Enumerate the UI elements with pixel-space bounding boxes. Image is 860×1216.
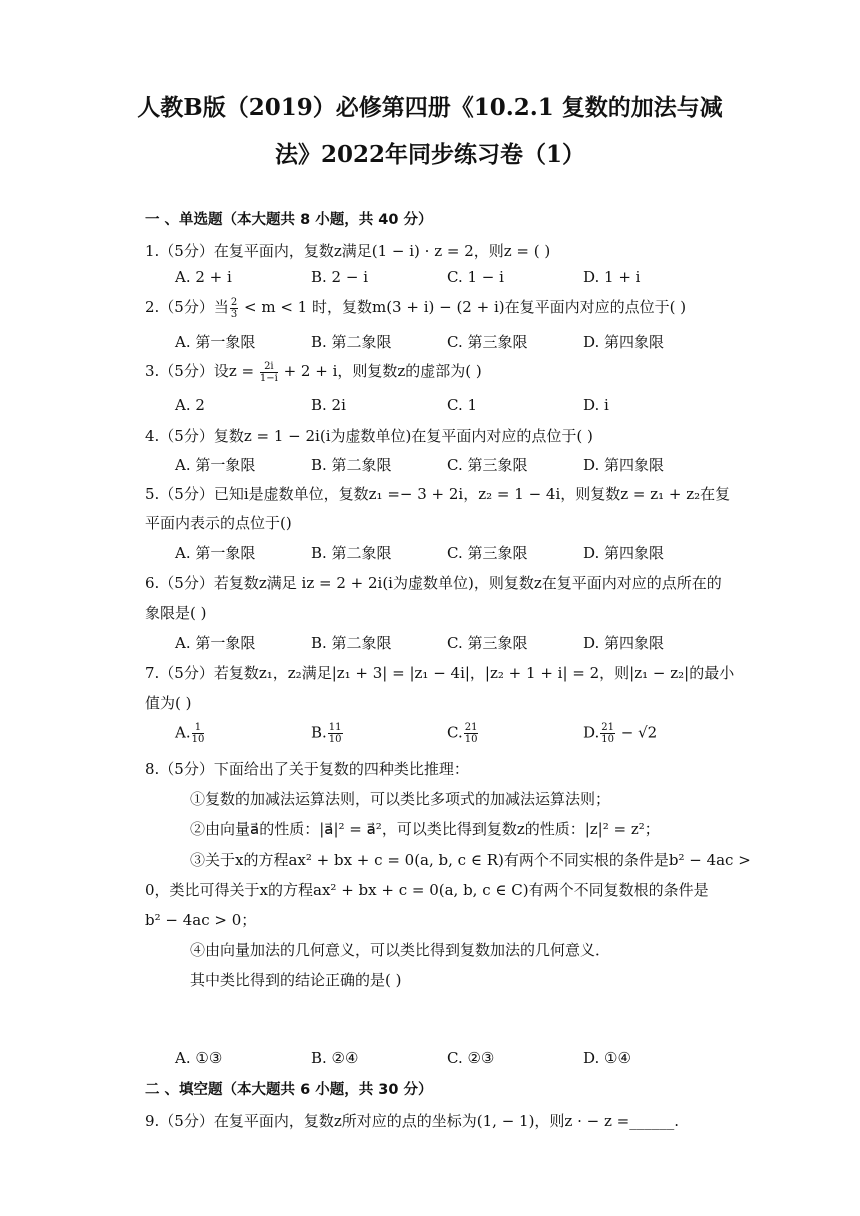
q4-option-c: C. 第三象限 [447, 456, 528, 474]
q7-d-tail: − √2 [616, 723, 658, 742]
q7-option-d [583, 722, 657, 745]
title-line-1: 人教B版（2019）必修第四册《10.2.1 复数的加法与减 [137, 94, 723, 121]
q7-a-label: A. [175, 723, 191, 742]
question-6-stem-line-2: 象限是( ) [145, 604, 207, 622]
q8-item-3-line-3: b² − 4ac > 0； [145, 911, 257, 929]
q8-item-4: ④由向量加法的几何意义，可以类比得到复数加法的几何意义． [190, 941, 611, 959]
q5-option-b: B. 第二象限 [311, 544, 392, 562]
q7-option-b [311, 722, 344, 745]
q8-option-b: B. ②④ [311, 1049, 359, 1067]
question-6-stem-line-1: 6.（5分）若复数z满足 iz = 2 + 2i(i为虚数单位)，则复数z在复平面内对应的点所在的 [145, 574, 722, 592]
q2-fraction [230, 297, 238, 320]
question-2-stem [145, 296, 686, 320]
question-7-stem-line-1: 7.（5分）若复数z₁，z₂满足|z₁ + 3| = |z₁ − 4i|，|z₂ + 1 + i| = 2，则|z₁ − z₂|的最小 [145, 664, 735, 682]
q2-option-d: D. 第四象限 [583, 333, 665, 351]
q1-option-c: C. 1 − i [447, 268, 504, 286]
q2-stem-prefix: 2.（5分）当 [145, 298, 229, 316]
q8-item-3-line-1: ③关于x的方程ax² + bx + c = 0(a, b, c ∈ R)有两个不同实根的条件是b² − 4ac > [190, 851, 751, 869]
q3-frac-num: 2i [260, 361, 278, 373]
q2-stem-suffix: < m < 1 时，复数m(3 + i) − (2 + i)在复平面内对应的点位于( ) [239, 298, 687, 316]
q8-item-1: ①复数的加减法运算法则，可以类比多项式的加减法运算法则； [190, 790, 611, 808]
section-heading-fill-blank: 二 、填空题（本大题共 6 小题，共 30 分） [145, 1082, 433, 1098]
q7-b-fraction [328, 722, 343, 745]
q3-fraction [260, 361, 278, 384]
q4-option-d: D. 第四象限 [583, 456, 665, 474]
q7-d-den: 10 [601, 734, 614, 745]
q3-option-c: C. 1 [447, 396, 478, 414]
q3-option-a: A. 2 [175, 396, 205, 414]
q7-d-fraction [600, 722, 615, 745]
q3-stem-prefix: 3.（5分）设z = [145, 362, 259, 380]
q4-option-a: A. 第一象限 [175, 456, 256, 474]
q8-option-a: A. ①③ [175, 1049, 223, 1067]
q3-frac-den: 1−i [259, 372, 278, 384]
q7-option-c [447, 722, 479, 745]
question-1-stem: 1.（5分）在复平面内，复数z满足(1 − i) · z = 2，则z = ( ) [145, 242, 551, 260]
q7-a-den: 10 [191, 734, 205, 745]
q7-d-num: 21 [601, 722, 614, 733]
question-9-stem: 9.（5分）在复平面内，复数z所对应的点的坐标为(1, − 1)，则z · − z =______. [145, 1112, 679, 1130]
q7-b-num: 11 [328, 722, 342, 733]
question-7-stem-line-2: 值为( ) [145, 694, 192, 712]
question-5-stem-line-2: 平面内表示的点位于() [145, 514, 292, 532]
q8-option-d: D. ①④ [583, 1049, 631, 1067]
question-8-stem: 8.（5分）下面给出了关于复数的四种类比推理： [145, 760, 469, 778]
q6-option-b: B. 第二象限 [311, 634, 392, 652]
q7-option-a [175, 722, 205, 745]
q7-a-num: 1 [192, 722, 205, 734]
q6-option-d: D. 第四象限 [583, 634, 665, 652]
q2-option-b: B. 第二象限 [311, 333, 392, 351]
q5-option-c: C. 第三象限 [447, 544, 528, 562]
q7-d-label: D. [583, 723, 600, 742]
question-3-stem [145, 360, 482, 384]
q3-option-d: D. i [583, 396, 609, 414]
q5-option-d: D. 第四象限 [583, 544, 665, 562]
q2-frac-den: 3 [230, 308, 238, 320]
q7-c-label: C. [447, 723, 463, 742]
q7-b-den: 10 [328, 734, 342, 745]
q7-c-den: 10 [464, 734, 478, 745]
question-5-stem-line-1: 5.（5分）已知i是虚数单位，复数z₁ =− 3 + 2i，z₂ = 1 − 4i，则复数z = z₁ + z₂在复 [145, 485, 731, 503]
q6-option-c: C. 第三象限 [447, 634, 528, 652]
q7-c-fraction [464, 722, 479, 745]
q1-option-a: A. 2 + i [175, 268, 232, 286]
section-heading-single-choice: 一 、单选题（本大题共 8 小题，共 40 分） [145, 212, 433, 228]
q2-frac-num: 2 [230, 296, 238, 308]
q5-option-a: A. 第一象限 [175, 544, 256, 562]
q8-item-3-line-2: 0，类比可得关于x的方程ax² + bx + c = 0(a, b, c ∈ C)有两个不同复数根的条件是 [145, 881, 709, 899]
q7-b-label: B. [311, 723, 327, 742]
q8-ask: 其中类比得到的结论正确的是( ) [190, 971, 402, 989]
title-line-2: 法》2022年同步练习卷（1） [274, 141, 586, 168]
q8-item-2: ②由向量a⃗的性质：|a⃗|² = a⃗²，可以类比得到复数z的性质：|z|² = z²； [190, 820, 660, 838]
q8-option-c: C. ②③ [447, 1049, 495, 1067]
q3-stem-suffix: + 2 + i，则复数z的虚部为( ) [278, 362, 482, 380]
q6-option-a: A. 第一象限 [175, 634, 256, 652]
q7-a-fraction [192, 722, 205, 745]
q4-option-b: B. 第二象限 [311, 456, 392, 474]
q2-option-c: C. 第三象限 [447, 333, 528, 351]
q7-c-num: 21 [464, 722, 478, 733]
question-4-stem: 4.（5分）复数z = 1 − 2i(i为虚数单位)在复平面内对应的点位于( ) [145, 427, 593, 445]
q1-option-b: B. 2 − i [311, 268, 369, 286]
q1-option-d: D. 1 + i [583, 268, 641, 286]
q3-option-b: B. 2i [311, 396, 346, 414]
q2-option-a: A. 第一象限 [175, 333, 256, 351]
